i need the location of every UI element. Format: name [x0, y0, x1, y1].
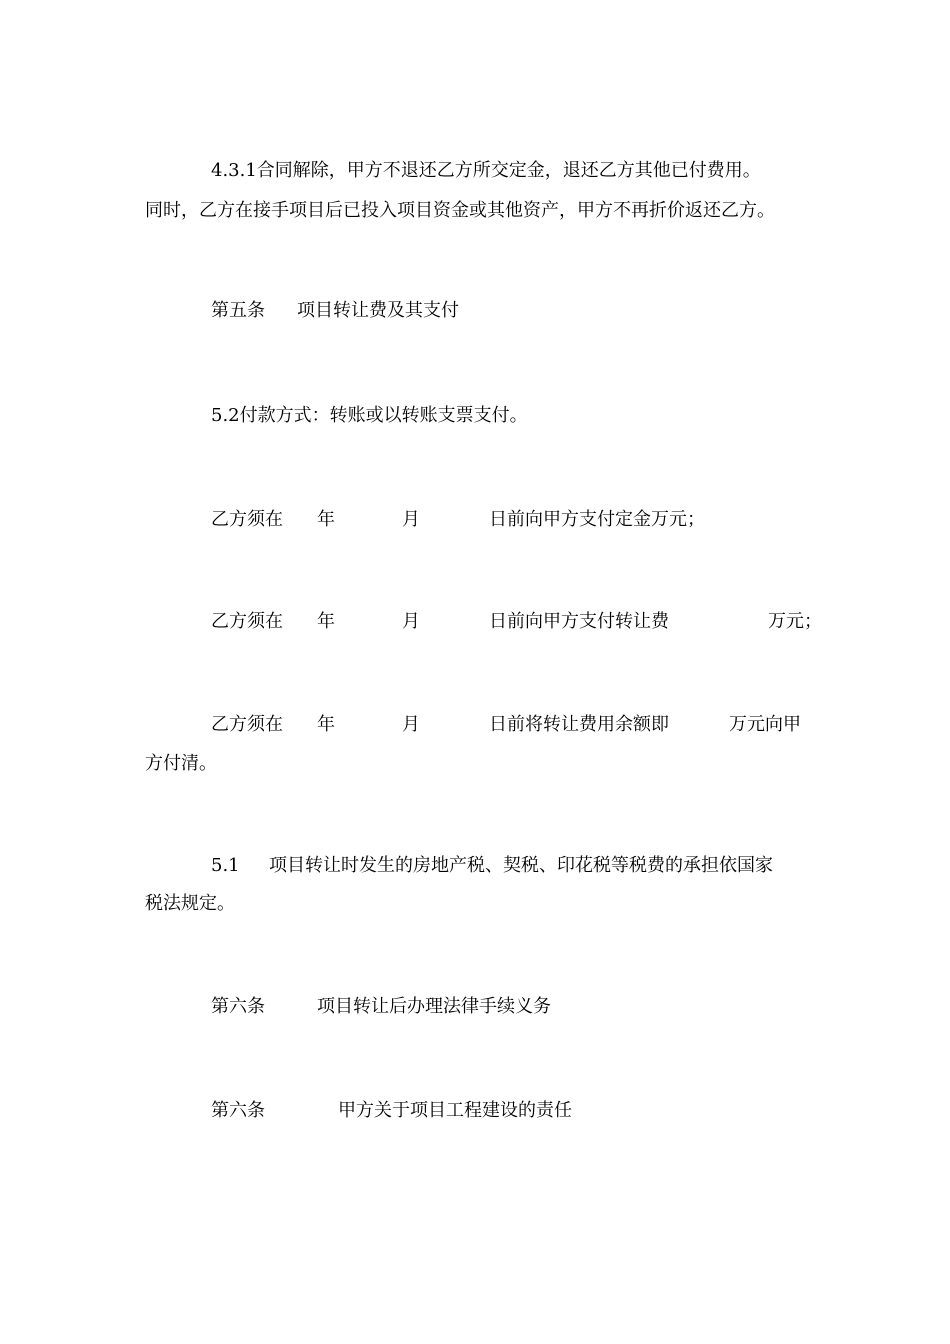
paragraph-51-line-2: 税法规定。 — [145, 893, 235, 914]
year-label: 年 — [317, 611, 335, 632]
article-5-number: 第五条 — [211, 300, 265, 321]
year-label: 年 — [317, 714, 335, 735]
payment-line-transfer-fee — [211, 611, 821, 633]
paragraph-51 — [211, 855, 821, 877]
month-label: 月 — [402, 611, 420, 632]
paragraph-431-line-2: 同时，乙方在接手项目后已投入项目资金或其他资产，甲方不再折价返还乙方。 — [145, 200, 775, 221]
payment-prefix: 乙方须在 — [211, 714, 283, 735]
payment-rest: 日前向甲方支付转让费 — [489, 611, 669, 632]
paragraph-51-number: 5.1 — [211, 855, 240, 876]
article-6-heading-construction — [211, 1100, 631, 1122]
year-label: 年 — [317, 509, 335, 530]
article-5-title: 项目转让费及其支付 — [297, 300, 459, 321]
article-6-title: 项目转让后办理法律手续义务 — [317, 996, 551, 1017]
payment-prefix: 乙方须在 — [211, 509, 283, 530]
amount-unit: 万元； — [768, 611, 822, 632]
article-6-number: 第六条 — [211, 1100, 265, 1121]
article-6-title: 甲方关于项目工程建设的责任 — [338, 1100, 572, 1121]
paragraph-431-line-1: 4.3.1合同解除，甲方不退还乙方所交定金，退还乙方其他已付费用。 — [211, 160, 761, 181]
amount-unit: 万元向甲 — [729, 714, 801, 735]
article-6-heading-legal — [211, 996, 631, 1018]
article-5-heading — [211, 300, 611, 322]
month-label: 月 — [402, 714, 420, 735]
payment-line-deposit — [211, 509, 811, 531]
month-label: 月 — [402, 509, 420, 530]
payment-rest: 日前向甲方支付定金万元； — [489, 509, 705, 530]
payment-line-balance-continued: 方付清。 — [145, 753, 217, 774]
paragraph-52: 5.2付款方式：转账或以转账支票支付。 — [211, 405, 528, 426]
payment-rest: 日前将转让费用余额即 — [489, 714, 669, 735]
payment-line-balance — [211, 714, 811, 736]
article-6-number: 第六条 — [211, 996, 265, 1017]
paragraph-51-text: 项目转让时发生的房地产税、契税、印花税等税费的承担依国家 — [269, 855, 773, 876]
payment-prefix: 乙方须在 — [211, 611, 283, 632]
